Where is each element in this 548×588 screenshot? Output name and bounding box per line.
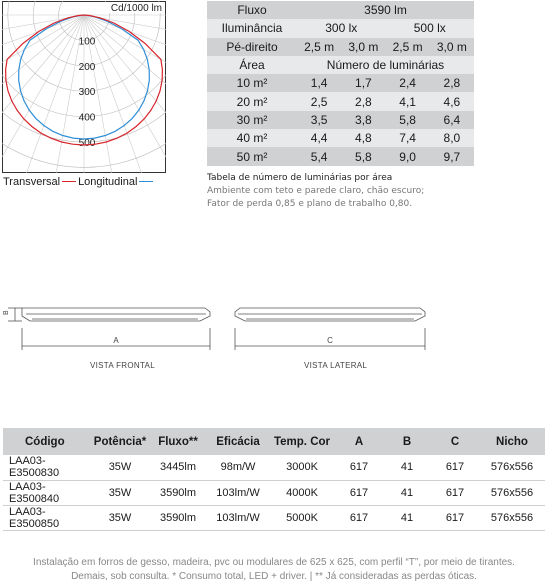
code-cell: LAA03-E3500830: [3, 455, 91, 480]
dim-a-cell: 617: [335, 505, 383, 530]
legend-longitudinal: Longitudinal: [78, 176, 138, 188]
efficacy-cell: 103lm/W: [207, 480, 269, 505]
dimension-c-label: C: [327, 336, 333, 345]
count-cell: 5,8: [386, 111, 430, 129]
table-row: [207, 147, 474, 165]
technical-drawings: [0, 300, 548, 380]
footer-line: Demais, sob consulta. * Consumo total, LED + driver. | ** Já consideradas as perdas óticas.: [71, 571, 477, 582]
count-cell: 5,8: [341, 147, 385, 165]
count-cell: 4,6: [430, 92, 474, 110]
count-cell: 2,8: [430, 74, 474, 92]
dim-c-cell: 617: [431, 455, 479, 480]
table-row: [3, 480, 545, 505]
count-cell: 4,1: [386, 92, 430, 110]
area-cell: 20 m²: [207, 92, 297, 110]
table-row: [207, 111, 474, 129]
count-cell: 6,4: [430, 111, 474, 129]
dim-b-cell: 41: [383, 480, 431, 505]
luminaire-count-table: [207, 1, 474, 166]
count-cell: 2,8: [341, 92, 385, 110]
table-row: [3, 505, 545, 530]
power-cell: 35W: [91, 455, 149, 480]
table-row: [3, 455, 545, 480]
efficacy-cell: 103lm/W: [207, 505, 269, 530]
count-cell: 9,0: [386, 147, 430, 165]
efficacy-cell: 98m/W: [207, 455, 269, 480]
dim-c-cell: 617: [431, 505, 479, 530]
count-cell: 8,0: [430, 129, 474, 147]
legend-transversal: Transversal: [3, 176, 61, 188]
column-header: B: [383, 428, 431, 455]
column-header: Código: [3, 428, 91, 455]
count-cell: 7,4: [386, 129, 430, 147]
count-cell: 2,5: [297, 92, 341, 110]
polar-ring-label: 200: [78, 61, 96, 73]
power-cell: 35W: [91, 505, 149, 530]
caption-line: Ambiente com teto e parede claro, chão escuro;: [207, 186, 425, 196]
count-cell: 5,4: [297, 147, 341, 165]
niche-cell: 576x556: [479, 480, 545, 505]
column-header: Nicho: [479, 428, 545, 455]
power-cell: 35W: [91, 480, 149, 505]
table-caption: [207, 172, 424, 211]
dim-c-cell: 617: [431, 480, 479, 505]
area-cell: 40 m²: [207, 129, 297, 147]
ceiling-height-label: Pé-direito: [207, 38, 297, 56]
spec-header-row: [3, 428, 545, 455]
count-cell: 1,7: [341, 74, 385, 92]
illuminance-value: 500 lx: [386, 19, 475, 37]
longitudinal-swatch: [139, 181, 153, 182]
polar-legend: [3, 176, 155, 188]
color-temp-cell: 3000K: [269, 455, 335, 480]
polar-ring-label: 100: [78, 36, 96, 48]
dim-a-cell: 617: [335, 480, 383, 505]
dimension-b-label: B: [3, 310, 10, 315]
flux-cell: 3445lm: [149, 455, 207, 480]
area-cell: 30 m²: [207, 111, 297, 129]
niche-cell: 576x556: [479, 455, 545, 480]
code-cell: LAA03-E3500850: [3, 505, 91, 530]
dimension-a-label: A: [113, 336, 119, 345]
flux-row: [207, 1, 474, 19]
count-cell: 4,8: [341, 129, 385, 147]
flux-label: Fluxo: [207, 1, 297, 19]
area-cell: 50 m²: [207, 147, 297, 165]
ceiling-height-value: 3,0 m: [430, 38, 474, 56]
color-temp-cell: 4000K: [269, 480, 335, 505]
spec-table: [3, 428, 545, 531]
footer-line: Instalação em forros de gesso, madeira, pvc ou modulares de 625 x 625, com perfil “T”, por meio de tirantes.: [33, 557, 515, 568]
footer-note: [0, 556, 548, 584]
ceiling-height-value: 2,5 m: [297, 38, 341, 56]
area-label: Área: [207, 56, 297, 74]
front-view-label: VISTA FRONTAL: [90, 361, 155, 370]
dim-b-cell: 41: [383, 505, 431, 530]
count-cell: 2,4: [386, 74, 430, 92]
count-cell: 4,4: [297, 129, 341, 147]
code-cell: LAA03-E3500840: [3, 480, 91, 505]
column-header: C: [431, 428, 479, 455]
polar-ring-label: 500: [78, 138, 96, 149]
table-row: [207, 92, 474, 110]
flux-value: 3590 lm: [297, 1, 474, 19]
column-header: Temp. Cor: [269, 428, 335, 455]
illuminance-row: [207, 19, 474, 37]
ceiling-height-row: [207, 38, 474, 56]
ceiling-height-value: 2,5 m: [386, 38, 430, 56]
dim-a-cell: 617: [335, 455, 383, 480]
table-row: [207, 74, 474, 92]
polar-unit-label: Cd/1000 lm: [110, 3, 162, 14]
column-header: Potência*: [91, 428, 149, 455]
front-view-drawing: [8, 308, 210, 350]
dim-b-cell: 41: [383, 455, 431, 480]
niche-cell: 576x556: [479, 505, 545, 530]
caption-line: Fator de perda 0,85 e plano de trabalho 0,80.: [207, 199, 413, 209]
illuminance-label: Iluminância: [207, 19, 297, 37]
color-temp-cell: 5000K: [269, 505, 335, 530]
polar-ring-label: 300: [78, 87, 96, 99]
count-cell: 1,4: [297, 74, 341, 92]
area-cell: 10 m²: [207, 74, 297, 92]
count-label: Número de luminárias: [297, 56, 474, 74]
count-cell: 9,7: [430, 147, 474, 165]
column-header: A: [335, 428, 383, 455]
transversal-swatch: [62, 181, 76, 182]
polar-ring-label: 400: [78, 112, 96, 124]
column-header: Eficácia: [207, 428, 269, 455]
caption-title: Tabela de número de luminárias por área: [207, 173, 393, 183]
area-header-row: [207, 56, 474, 74]
flux-cell: 3590lm: [149, 505, 207, 530]
count-cell: 3,8: [341, 111, 385, 129]
flux-cell: 3590lm: [149, 480, 207, 505]
ceiling-height-value: 3,0 m: [341, 38, 385, 56]
count-cell: 3,5: [297, 111, 341, 129]
column-header: Fluxo**: [149, 428, 207, 455]
illuminance-value: 300 lx: [297, 19, 386, 37]
table-row: [207, 129, 474, 147]
side-view-label: VISTA LATERAL: [304, 361, 368, 370]
polar-diagram: [2, 1, 166, 173]
